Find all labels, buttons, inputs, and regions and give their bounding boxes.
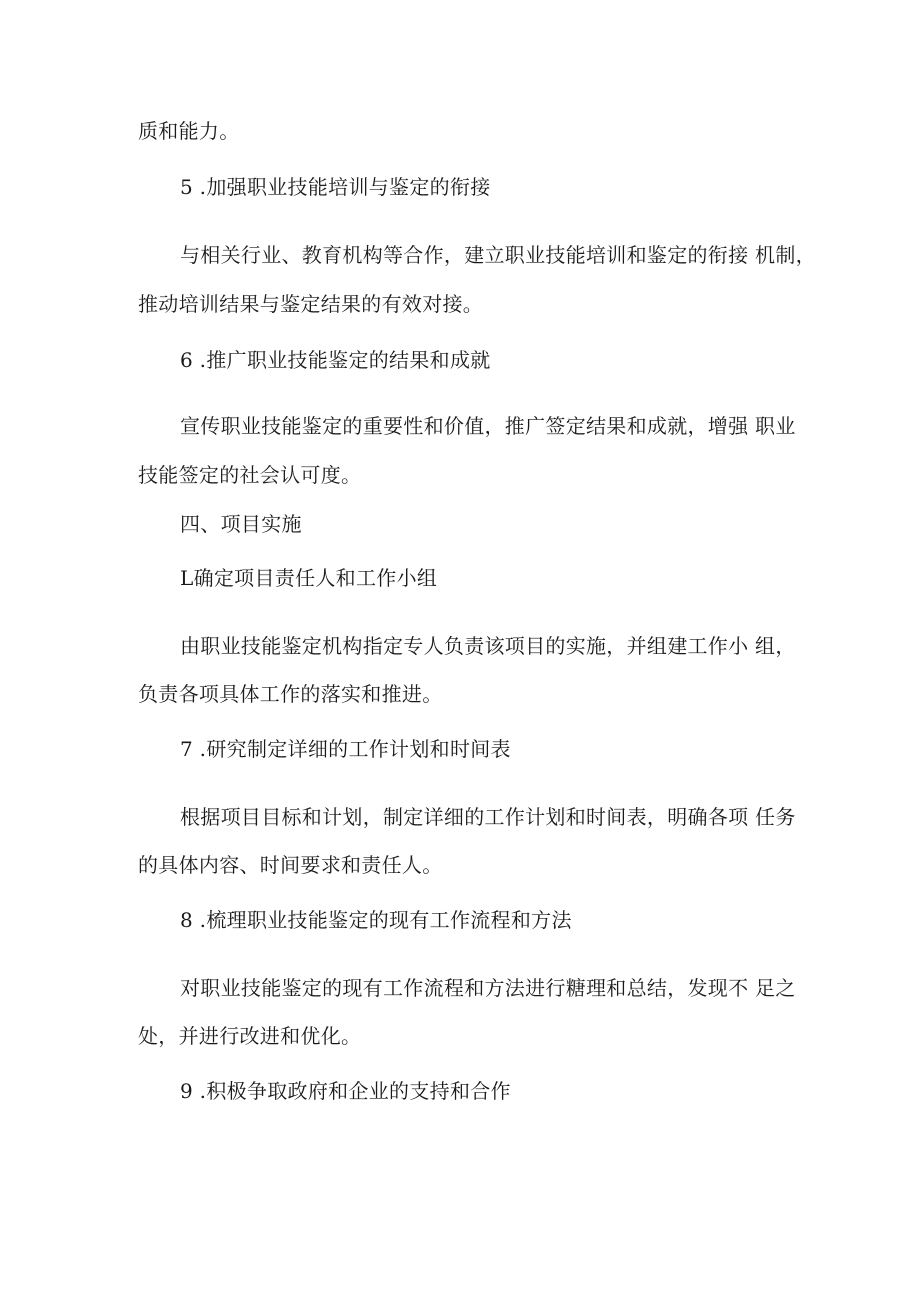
paragraph-line: 与相关行业、教育机构等合作，建立职业技能培训和鉴定的衔接 机制， xyxy=(180,243,816,267)
paragraph-line: 技能签定的社会认可度。 xyxy=(138,463,362,487)
paragraph-line: 负责各项具体工作的落实和推进。 xyxy=(138,682,443,706)
chapter-heading: 四、项目实施 xyxy=(180,512,302,536)
paragraph-continuation: 质和能力。 xyxy=(138,119,240,143)
paragraph-line: 对职业技能鉴定的现有工作流程和方法进行糖理和总结，发现不 足之 xyxy=(180,976,796,1000)
section-heading-7: 7 .研究制定详细的工作计划和时间表 xyxy=(180,737,511,761)
section-heading-5: 5 .加强职业技能培训与鉴定的衔接 xyxy=(180,175,491,199)
section-heading-1: L确定项目责任人和工作小组 xyxy=(180,566,438,590)
paragraph-line: 由职业技能鉴定机构指定专人负责该项目的实施，并组建工作小 组， xyxy=(180,634,796,658)
paragraph-line: 的具体内容、时间要求和责任人。 xyxy=(138,853,443,877)
section-heading-8: 8 .梳理职业技能鉴定的现有工作流程和方法 xyxy=(180,908,572,932)
paragraph-line: 根据项目目标和计划，制定详细的工作计划和时间表，明确各项 任务 xyxy=(180,805,796,829)
section-heading-9: 9 .积极争取政府和企业的支持和合作 xyxy=(180,1079,511,1103)
paragraph-line: 宣传职业技能鉴定的重要性和价值，推广签定结果和成就，增强 职业 xyxy=(180,414,796,438)
section-heading-6: 6 .推广职业技能鉴定的结果和成就 xyxy=(180,348,491,372)
paragraph-line: 处，并进行改进和优化。 xyxy=(138,1024,362,1048)
paragraph-line: 推动培训结果与鉴定结果的有效对接。 xyxy=(138,292,484,316)
